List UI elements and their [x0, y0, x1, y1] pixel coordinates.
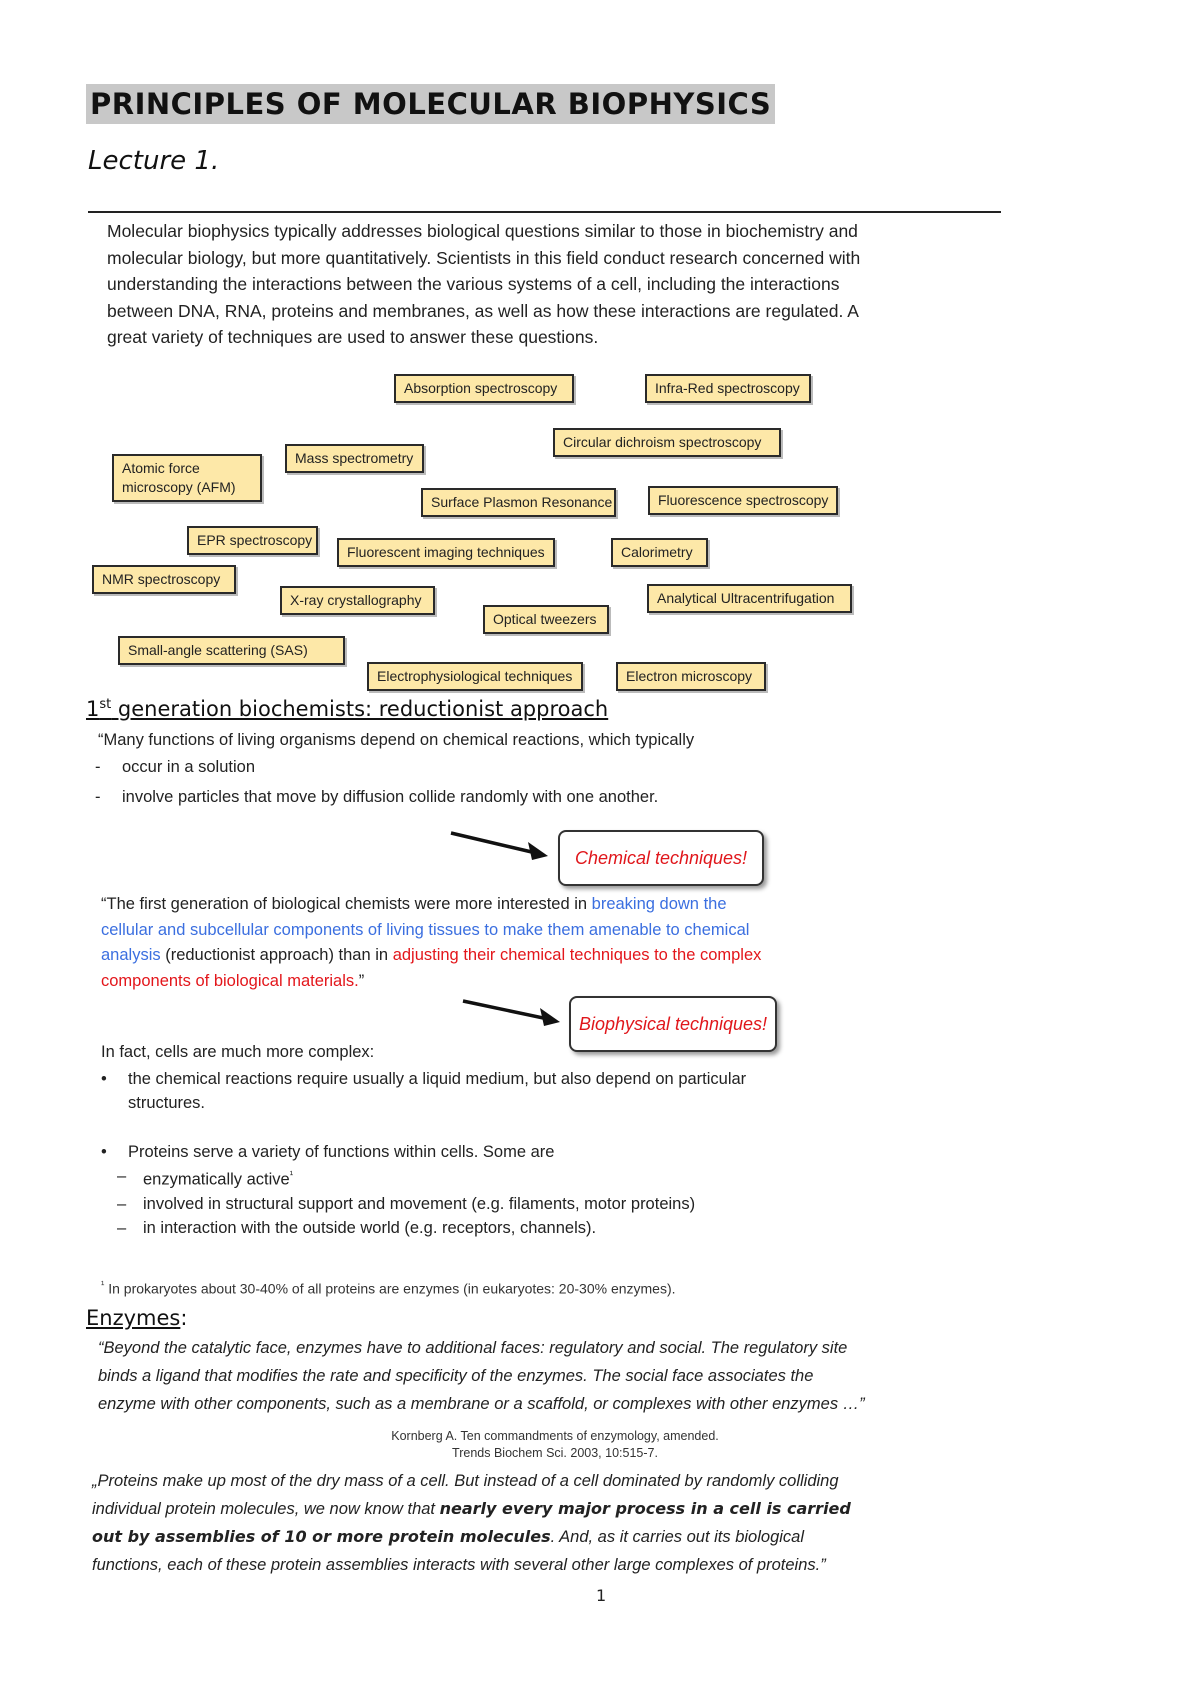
technique-label: Absorption spectroscopy [394, 374, 574, 403]
list-item: - involve particles that move by diffusion collide randomly with one another. [95, 788, 659, 806]
complexity-section [101, 1040, 781, 1240]
list-item: • the chemical reactions require usually a liquid medium, but also depend on particular structures. [101, 1067, 781, 1115]
section-heading-enzymes [86, 1306, 187, 1330]
protein-assemblies-quote: „Proteins make up most of the dry mass of a cell. But instead of a cell dominated by randomly colliding individual protein molecules, we now know that nearly every major process in a cell is carried out by assemblies of 10 or more protein molecules. And, as it carries out its biological functions, each of these protein assemblies interacts with several other large complexes of proteins.” [92, 1472, 851, 1574]
technique-label: Optical tweezers [483, 605, 609, 634]
heading-text: Enzymes [86, 1306, 181, 1330]
technique-label: Infra-Red spectroscopy [645, 374, 811, 403]
technique-label: NMR spectroscopy [92, 565, 236, 594]
technique-label: Atomic force microscopy (AFM) [112, 454, 262, 502]
technique-label: Calorimetry [611, 538, 708, 567]
intro-paragraph: Molecular biophysics typically addresses biological questions similar to those in biochemistry and molecular biology, but more quantitatively. Scientists in this field conduct research concerned with understanding the interactions between the various systems of a cell, including the interactions between DNA, RNA, proteins and membranes, as well as how these interactions are regulated. A great variety of techniques are used to answer these questions. [107, 221, 861, 347]
document-title: PRINCIPLES OF MOLECULAR BIOPHYSICS [86, 84, 775, 124]
heading-ordinal: 1 [86, 697, 100, 721]
technique-label: Fluorescent imaging techniques [337, 538, 555, 567]
lecture-subtitle: Lecture 1. [88, 146, 220, 176]
title-divider [88, 211, 1001, 213]
citation: Kornberg A. Ten commandments of enzymology, amended. Trends Biochem Sci. 2003, 10:515-7. [391, 1429, 719, 1460]
footnote-marker: ¹ [101, 1280, 105, 1291]
list-item: – enzymatically active$^{^1}$ [117, 1167, 294, 1189]
reductionist-quote [95, 727, 818, 811]
technique-label: Electrophysiological techniques [367, 662, 583, 691]
highlight-blue: breaking down the cellular and subcellular components of living tissues to make them amenable to chemical analysis [101, 895, 750, 964]
heading-text: generation biochemists: reductionist approach [111, 697, 609, 721]
quote-intro: “Many functions of living organisms depend on chemical reactions, which typically [98, 731, 695, 749]
technique-label: Small-angle scattering (SAS) [118, 636, 345, 665]
footnote: $^{^1}$ In prokaryotes about 30-40% of all proteins are enzymes (in eukaryotes: 20-30% enzymes). [101, 1280, 676, 1297]
kornberg-quote: “Beyond the catalytic face, enzymes have to additional faces: regulatory and social. The regulatory site binds a ligand that modifies the rate and specificity of the enzymes. The social face associates the enzyme with other components, such as a membrane or a scaffold, or complexes with other enzymes …” [98, 1339, 865, 1413]
bold-emphasis: nearly every major process in a cell is carried out by assemblies of 10 or more protein molecules [92, 1499, 851, 1546]
technique-label: Surface Plasmon Resonance [421, 488, 616, 517]
list-item: – involved in structural support and movement (e.g. filaments, motor proteins) [117, 1194, 696, 1213]
bullet-icon: • [101, 1070, 107, 1088]
callout-biophysical-techniques: Biophysical techniques! [569, 996, 777, 1052]
technique-label: X-ray crystallography [280, 586, 435, 615]
arrow-icon [460, 996, 566, 1030]
list-item: • Proteins serve a variety of functions within cells. Some are – enzymatically active$^{^1}$ – involved in structural support and movement (e.g. filaments, motor proteins) – in interaction with the outside world (e.g. receptors, channels). [101, 1140, 781, 1240]
arrow-icon [448, 828, 554, 862]
list-item: – in interaction with the outside world (e.g. receptors, channels). [117, 1218, 597, 1237]
footnote-ref: ¹ [289, 1170, 294, 1181]
technique-label: Analytical Ultracentrifugation [647, 584, 852, 613]
callout-chemical-techniques: Chemical techniques! [558, 830, 764, 886]
technique-label: Fluorescence spectroscopy [648, 486, 838, 515]
technique-label: Electron microscopy [616, 662, 766, 691]
sub-list [117, 1164, 781, 1240]
heading-colon: : [180, 1306, 188, 1330]
highlight-red: adjusting their chemical techniques to the complex components of biological materials. [101, 946, 762, 990]
fact-intro: In fact, cells are much more complex: [101, 1043, 375, 1061]
technique-label: Mass spectrometry [285, 444, 424, 473]
first-generation-quote: “The first generation of biological chemists were more interested in breaking down the cellular and subcellular components of living tissues to make them amenable to chemical analysis (reductionist approach) than in adjusting their chemical techniques to the complex components of biological materials.” [101, 895, 762, 990]
page-number: 1 [596, 1586, 607, 1605]
technique-label: EPR spectroscopy [187, 526, 318, 555]
heading-ordinal-suffix: st [99, 697, 112, 712]
list-item: - occur in a solution [95, 758, 255, 776]
technique-label: Circular dichroism spectroscopy [553, 428, 781, 457]
section-heading-reductionist [86, 697, 608, 721]
bullet-icon: • [101, 1143, 107, 1161]
dash-list [95, 754, 818, 811]
bullet-list [101, 1067, 781, 1240]
